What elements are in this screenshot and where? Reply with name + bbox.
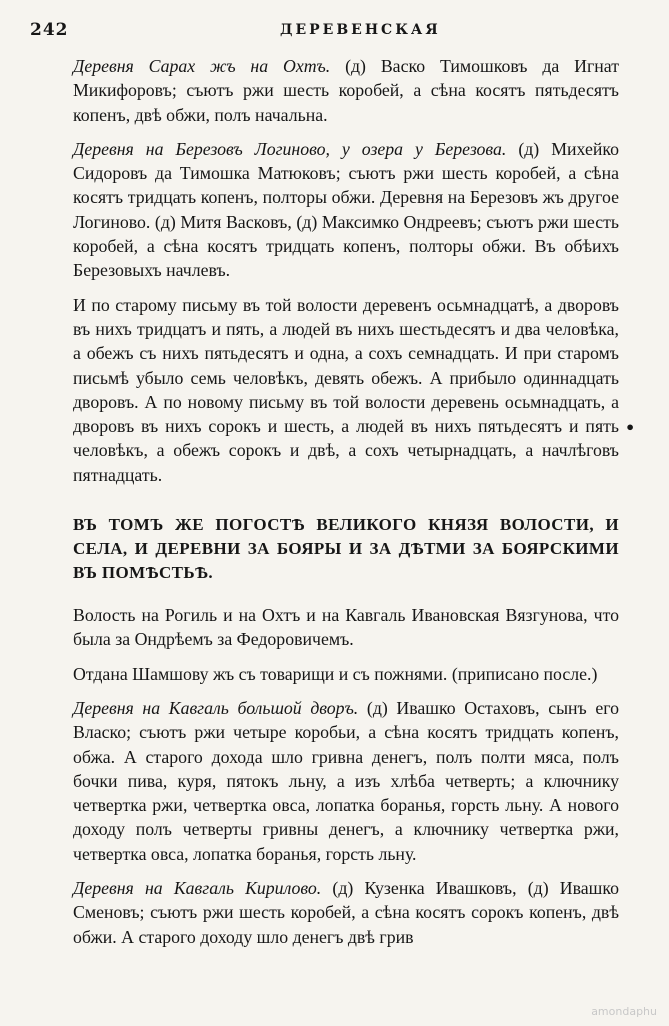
paragraph-lead: Деревня на Березовъ Логиново, у озера у Березова. [73,138,507,159]
paragraph-text: (д) Ивашко Остаховъ, сынъ его Власко; съютъ ржи четыре коробьи, а сѣна косятъ тридцать копенъ, обжа. А старого дохода шло гривна денегъ, полъ полти мяса, полъ бочки пива, куря, пятокъ льну, а изъ хлѣба четверть; а ключнику четвертка ржи, четвертка овса, лопатка боранья, горсть льну. А нового доходу полъ четверты гривны денегъ, а ключнику четвертка ржи, четвертка овса, лопатка боранья, горсть льну. [73,697,620,864]
paragraph-text: Волость на Рогиль и на Охтъ и на Кавгаль Ивановская Вязгунова, что была за Ондрѣемъ за Федоровичемъ. [73,605,619,650]
section-heading: ВЪ ТОМЪ ЖЕ ПОГОСТѢ ВЕЛИКОГО КНЯЗЯ ВОЛОСТИ, И СЕЛА, И ДЕРЕВНИ ЗА БОЯРЫ И ЗА ДѢТМИ ЗА БОЯРСКИМИ ВЪ ПОМѢСТЬѢ. [73,515,619,583]
paragraph-5 [73,603,619,652]
paragraph-2 [73,137,619,283]
paragraph-7 [73,696,619,866]
paragraph-lead: Деревня на Кавгаль большой дворъ. [73,697,359,718]
paragraph-text: (д) Васко Тимошковъ да Игнат Микифоровъ; съютъ ржи шесть коробей, а сѣна косятъ пятьдесятъ копенъ, двѣ обжи, полъ начальна. [73,56,619,125]
paragraph-text: (д) Михейко Сидоровъ да Тимошка Матюковъ; съютъ ржи шесть коробей, а сѣна косятъ тридцать копенъ, полторы обжи. Деревня на Березовъ жъ другое Логиново. (д) Митя Васковъ, (д) Максимко Ондреевъ; съютъ ржи шесть коробей, а сѣна косятъ тридцать копенъ, полторы обжи. Въ обѣихъ Березовыхъ начлевъ. [73,138,620,281]
paragraph-text: (д) Кузенка Ивашковъ, (д) Ивашко Сменовъ; съютъ ржи шесть коробей, а сѣна косятъ сорокъ копенъ, двѣ обжи. А старого доходу шло денегъ двѣ грив [73,878,619,947]
page-number: 242 [30,20,69,40]
paragraph-lead: Деревня на Кавгаль Кирилово. [73,878,322,899]
running-head: ДЕРЕВЕНСКАЯ [280,22,441,38]
paragraph-1 [73,54,619,127]
paragraph-8 [73,876,619,949]
page-header [30,20,629,42]
watermark: amondaphu [591,1005,657,1018]
page-body [73,54,619,959]
paragraph-text: Отдана Шамшову жъ съ товарищи и съ пожнями. (приписано после.) [73,663,598,684]
paragraph-3 [73,293,619,487]
paragraph-lead: Деревня Сарах жъ на Охтъ. [73,56,331,76]
paragraph-6 [73,662,619,686]
paragraph-text: И по старому письму въ той волости деревенъ осьмнадцатѣ, а дворовъ въ нихъ тридцатъ и пять, а людей въ нихъ шестьдесятъ и два человѣка, а обежъ съ нихъ пятьдесятъ и одна, а сохъ семнадцать. И при старомъ письмѣ убыло семь человѣкъ, девять обежъ. А прибыло одиннадцать дворовъ. А по новому письму въ той волости деревень осьмнадцать, а дворовъ въ нихъ сорокъ и шесть, а людей въ нихъ пятьдесятъ и пять человѣкъ, а обежъ сорокъ и двѣ, а сохъ четырнадцать, а начлѣговъ пятнадцать. [73,294,619,485]
margin-dot: • [625,418,636,437]
